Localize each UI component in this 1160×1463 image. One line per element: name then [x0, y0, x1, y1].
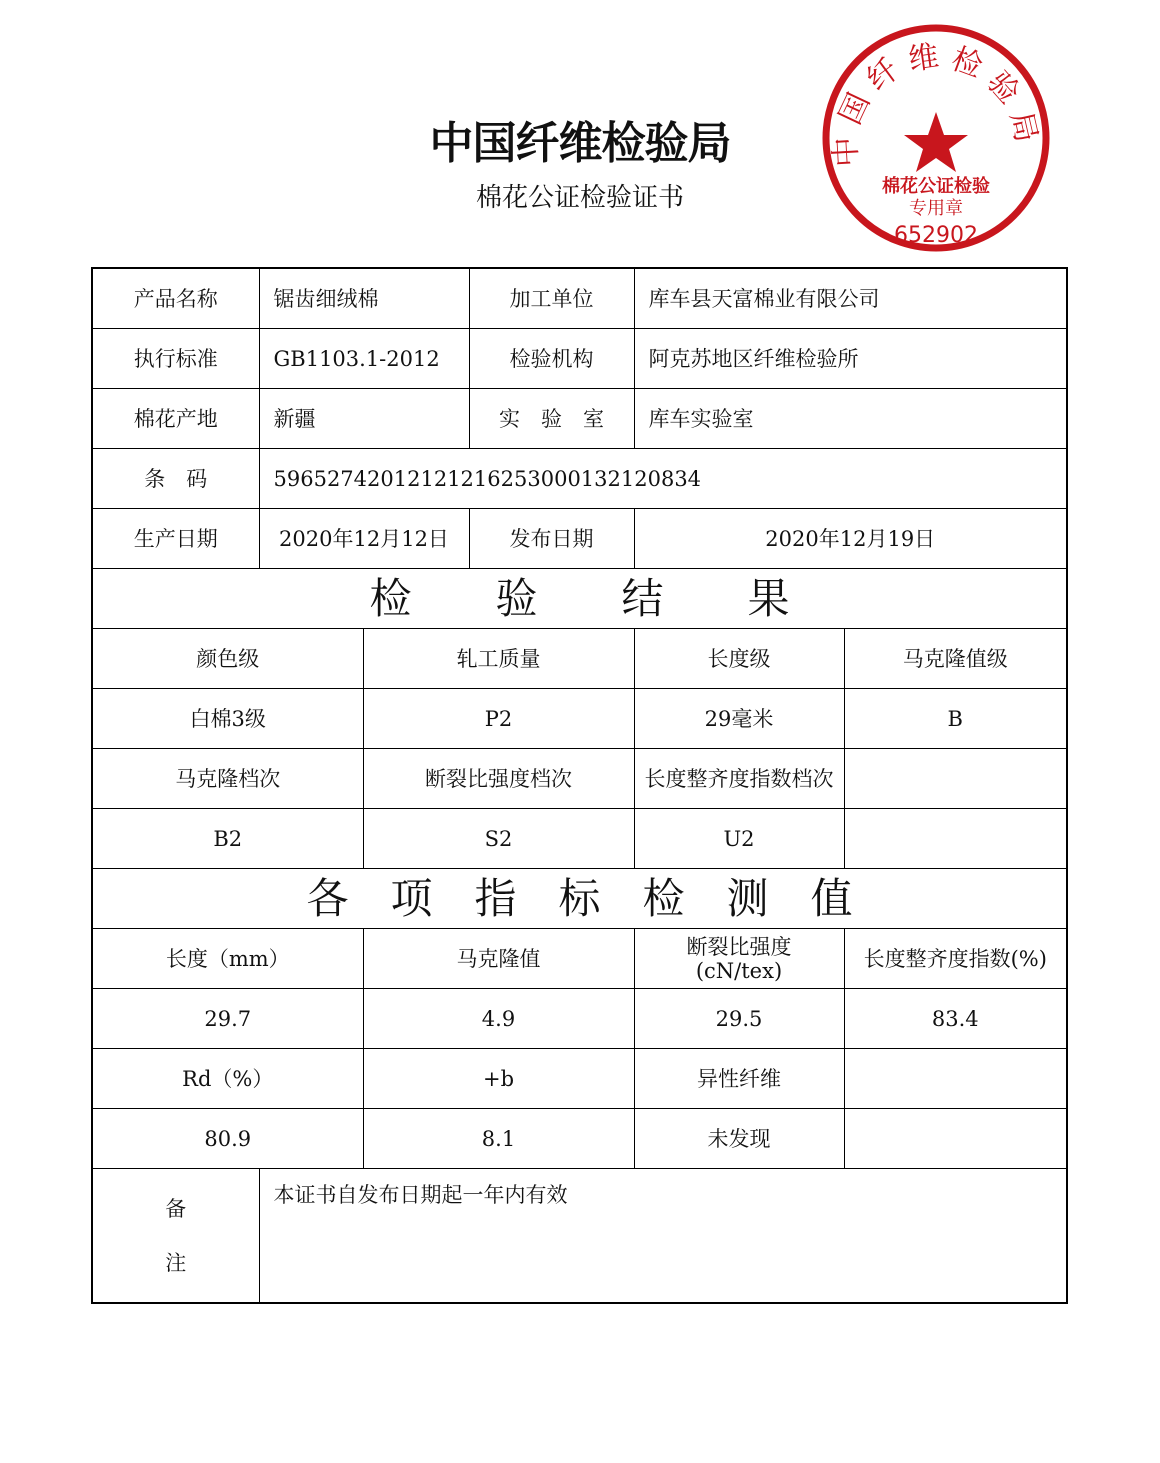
- results-header: 马克隆档次: [92, 749, 363, 809]
- measurement-header: [844, 1049, 1067, 1109]
- table-row: [92, 869, 1067, 929]
- table-row: [92, 989, 1067, 1049]
- measurement-header: 长度（mm）: [92, 929, 363, 989]
- standard-label: 执行标准: [92, 329, 259, 389]
- results-header: [844, 749, 1067, 809]
- lab-label: 实 验 室: [469, 389, 634, 449]
- processor-value: 库车县天富棉业有限公司: [634, 268, 1067, 329]
- agency-label: 检验机构: [469, 329, 634, 389]
- results-value: [844, 809, 1067, 869]
- remarks-label: [92, 1169, 259, 1304]
- seal-center-text-2: 专用章: [909, 198, 963, 219]
- table-row: [92, 929, 1067, 989]
- table-row: [92, 689, 1067, 749]
- results-header: 长度级: [634, 629, 844, 689]
- agency-value: 阿克苏地区纤维检验所: [634, 329, 1067, 389]
- production-date-value: 2020年12月12日: [259, 509, 469, 569]
- measurement-value: 8.1: [363, 1109, 634, 1169]
- table-row: [92, 629, 1067, 689]
- measurement-value: 4.9: [363, 989, 634, 1049]
- lab-value: 库车实验室: [634, 389, 1067, 449]
- results-value: B: [844, 689, 1067, 749]
- remarks-label-2: 注: [165, 1250, 187, 1275]
- table-row: [92, 389, 1067, 449]
- table-row: [92, 1049, 1067, 1109]
- results-header: 断裂比强度档次: [363, 749, 634, 809]
- table-row: [92, 749, 1067, 809]
- measurement-value: 80.9: [92, 1109, 363, 1169]
- table-row: [92, 268, 1067, 329]
- product-name-value: 锯齿细绒棉: [259, 268, 469, 329]
- certificate-table: [91, 267, 1068, 1304]
- measurement-header: 异性纤维: [634, 1049, 844, 1109]
- seal-code: 652902: [894, 223, 978, 248]
- measurement-header: Rd（%）: [92, 1049, 363, 1109]
- measurement-value: 29.7: [92, 989, 363, 1049]
- remarks-text: 本证书自发布日期起一年内有效: [259, 1169, 1067, 1304]
- measurement-value: [844, 1109, 1067, 1169]
- table-row: [92, 809, 1067, 869]
- issue-date-label: 发布日期: [469, 509, 634, 569]
- results-header: 马克隆值级: [844, 629, 1067, 689]
- measurement-value: 未发现: [634, 1109, 844, 1169]
- measurements-heading: 各 项 指 标 检 测 值: [92, 869, 1067, 929]
- results-header: 长度整齐度指数档次: [634, 749, 844, 809]
- measurement-header: 马克隆值: [363, 929, 634, 989]
- product-name-label: 产品名称: [92, 268, 259, 329]
- standard-value: GB1103.1-2012: [259, 329, 469, 389]
- table-row: [92, 1109, 1067, 1169]
- issue-date-value: 2020年12月19日: [634, 509, 1067, 569]
- results-value: U2: [634, 809, 844, 869]
- issuer-title: 中国纤维检验局: [429, 118, 731, 169]
- results-value: 白棉3级: [92, 689, 363, 749]
- origin-value: 新疆: [259, 389, 469, 449]
- remarks-label-1: 备: [165, 1196, 187, 1221]
- table-row: [92, 509, 1067, 569]
- table-row: [92, 1169, 1067, 1304]
- measurement-value: 83.4: [844, 989, 1067, 1049]
- barcode-label: 条 码: [92, 449, 259, 509]
- measurement-header: +b: [363, 1049, 634, 1109]
- seal-ring-text: 中 国 纤 维 检 验 局: [828, 38, 1044, 168]
- measurement-value: 29.5: [634, 989, 844, 1049]
- certificate-title: 棉花公证检验证书: [475, 183, 684, 213]
- results-header: 颜色级: [92, 629, 363, 689]
- results-value: P2: [363, 689, 634, 749]
- barcode-value: 59652742012121216253000132120834: [259, 449, 1067, 509]
- seal-center-text-1: 棉花公证检验: [882, 176, 990, 197]
- measurement-header: 断裂比强度(cN/tex): [634, 929, 844, 989]
- origin-label: 棉花产地: [92, 389, 259, 449]
- results-heading: 检 验 结 果: [92, 569, 1067, 629]
- measurement-header: 长度整齐度指数(%): [844, 929, 1067, 989]
- results-value: B2: [92, 809, 363, 869]
- table-row: [92, 569, 1067, 629]
- production-date-label: 生产日期: [92, 509, 259, 569]
- processor-label: 加工单位: [469, 268, 634, 329]
- table-row: [92, 449, 1067, 509]
- table-row: [92, 329, 1067, 389]
- results-value: 29毫米: [634, 689, 844, 749]
- results-value: S2: [363, 809, 634, 869]
- results-header: 轧工质量: [363, 629, 634, 689]
